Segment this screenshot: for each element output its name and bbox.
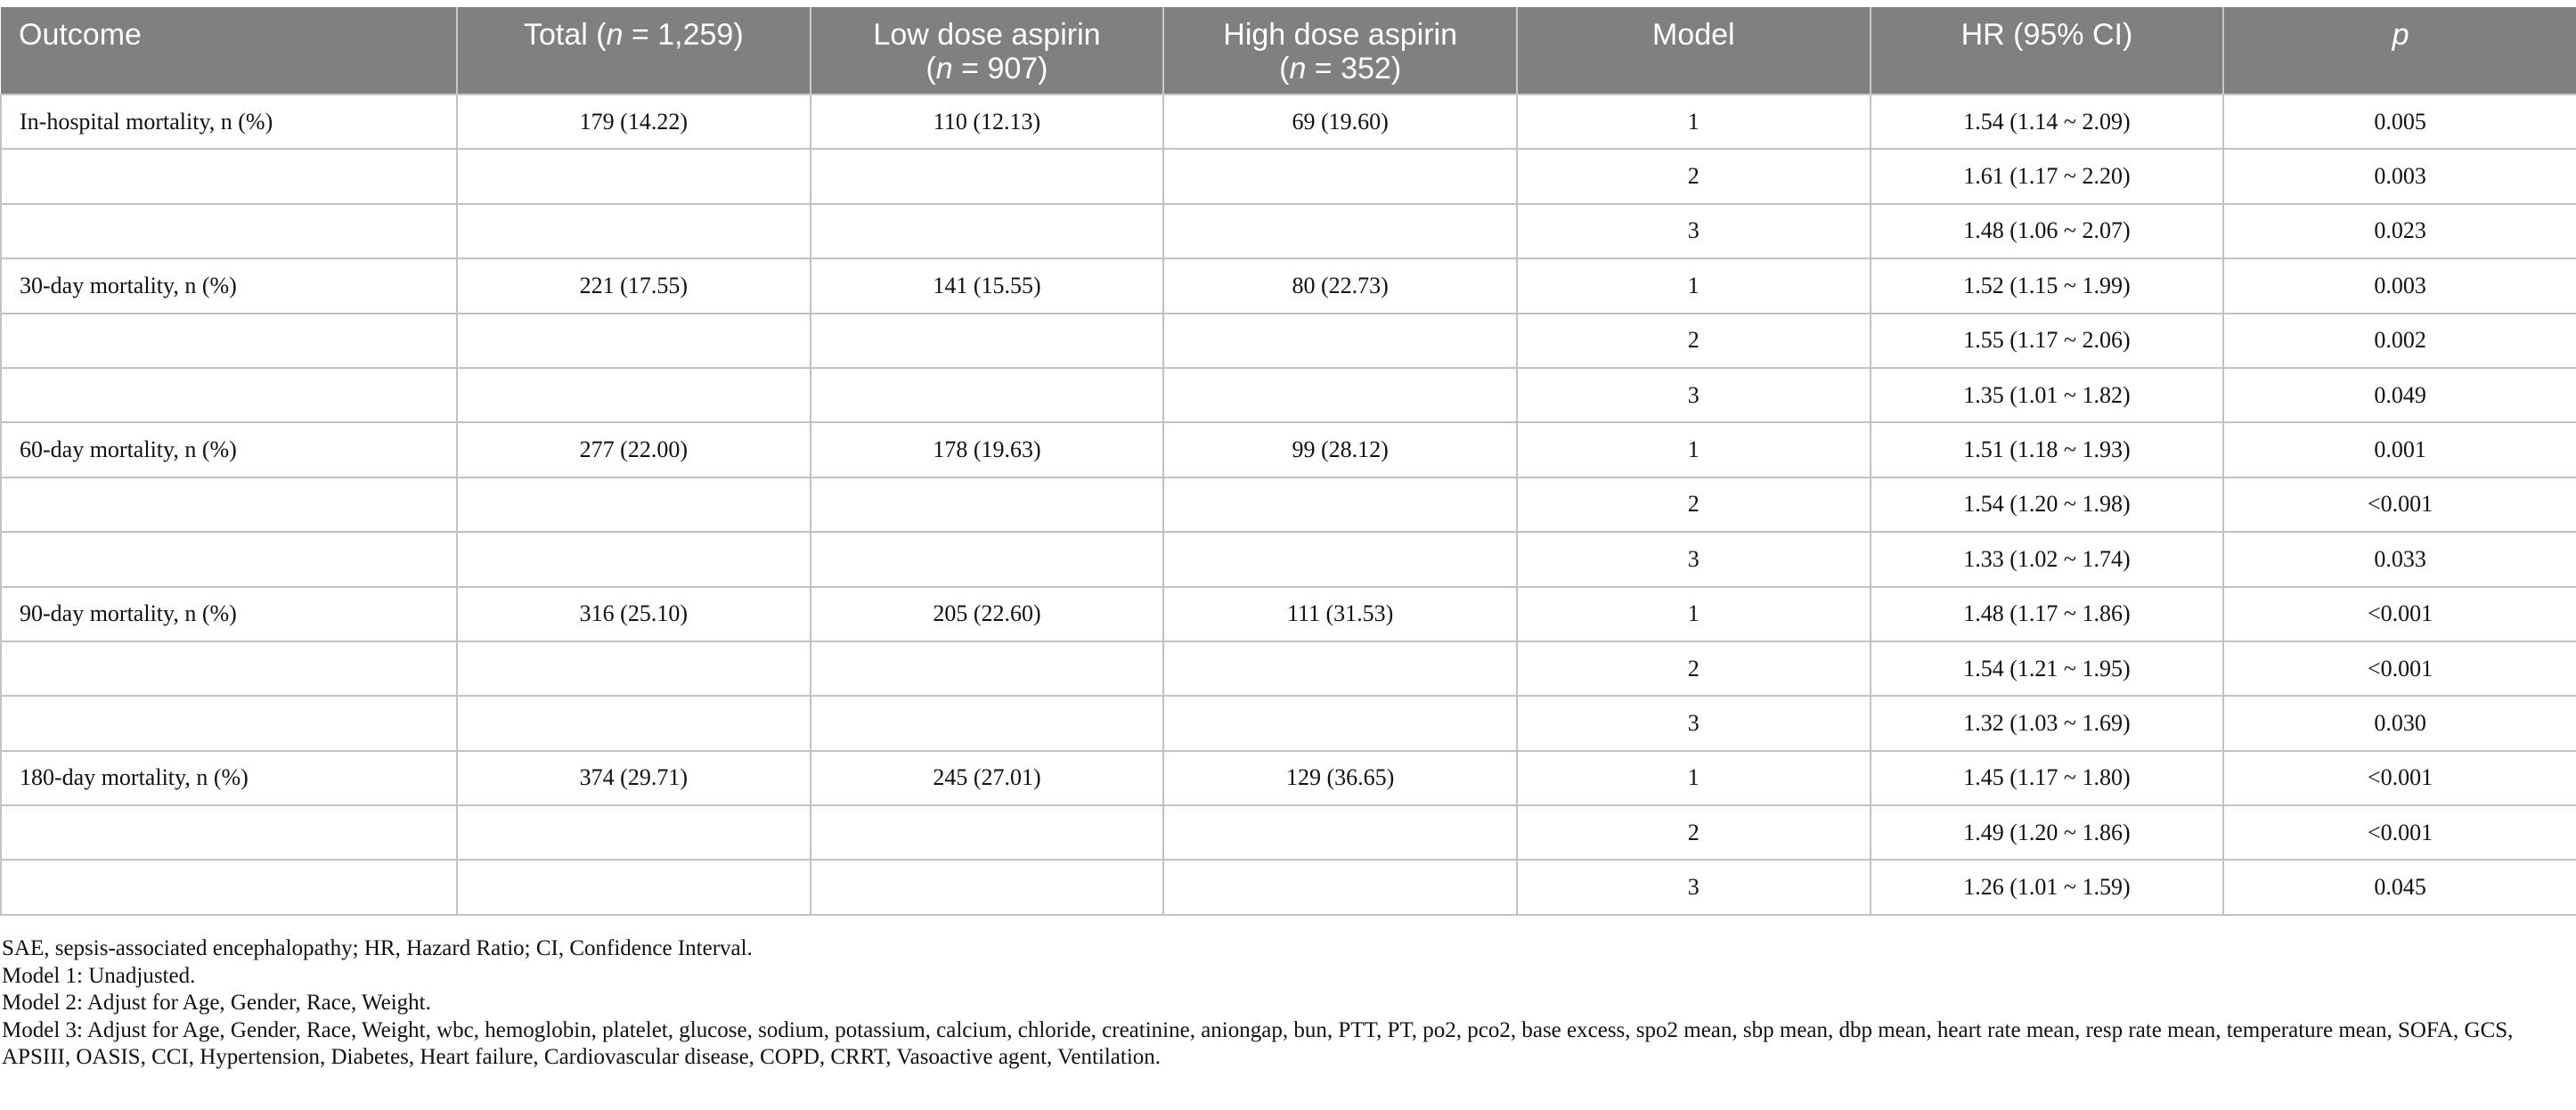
hr-cell: 1.48 (1.17 ~ 1.86) (1871, 587, 2224, 641)
total-cell: 374 (29.71) (457, 751, 811, 805)
header-model-label: Model (1651, 18, 1735, 52)
model-cell: 1 (1517, 422, 1871, 477)
hr-cell: 1.26 (1.01 ~ 1.59) (1871, 860, 2224, 914)
total-cell: 221 (17.55) (457, 258, 811, 313)
model-cell: 3 (1517, 532, 1871, 586)
table-row (1, 258, 2576, 313)
low-dose-cell: 205 (22.60) (811, 587, 1164, 641)
header-low-dose: Low dose aspirin (n = 907) (811, 7, 1164, 94)
header-total-pre: Total ( (523, 18, 607, 52)
table-row (1, 149, 2576, 203)
model-cell: 3 (1517, 204, 1871, 258)
table-container (0, 7, 2576, 916)
outcome-cell (1, 314, 457, 368)
outcome-cell (1, 477, 457, 532)
footnote-model-3: Model 3: Adjust for Age, Gender, Race, Weight, wbc, hemoglobin, platelet, glucose, sodium, potassium, calcium, chloride, creatinine, aniongap, bun, PTT, PT, po2, pco2, base excess, spo2 mean, sbp mean, dbp mean, heart rate mean, resp rate mean, temperature mean, SOFA, GCS, APSIII, OASIS, CCI, Hypertension, Diabetes, Heart failure, Cardiovascular disease, COPD, CRRT, Vasoactive agent, Ventilation. (2, 1017, 2514, 1069)
table-row (1, 587, 2576, 641)
high-dose-cell: 80 (22.73) (1163, 258, 1517, 313)
low-dose-cell (811, 696, 1164, 750)
table-row (1, 696, 2576, 750)
high-dose-cell (1163, 477, 1517, 532)
table-row (1, 204, 2576, 258)
header-total-n: n (606, 18, 624, 52)
low-dose-cell (811, 641, 1164, 696)
high-dose-cell: 111 (31.53) (1163, 587, 1517, 641)
hr-cell: 1.33 (1.02 ~ 1.74) (1871, 532, 2224, 586)
low-dose-cell (811, 805, 1164, 860)
hr-cell: 1.48 (1.06 ~ 2.07) (1871, 204, 2224, 258)
header-p-label: p (2392, 18, 2409, 52)
header-outcome-label: Outcome (19, 18, 142, 52)
header-low-dose-count: = 907) (952, 52, 1048, 86)
footnote-abbreviations: SAE, sepsis-associated encephalopathy; HR, Hazard Ratio; CI, Confidence Interval. (2, 936, 753, 960)
low-dose-cell (811, 314, 1164, 368)
header-hr-label: HR (95% CI) (1961, 18, 2133, 52)
total-cell (457, 477, 811, 532)
total-cell (457, 368, 811, 422)
table-header (1, 7, 2576, 94)
p-value-cell: <0.001 (2223, 587, 2576, 641)
total-cell (457, 204, 811, 258)
header-high-dose-count: = 352) (1306, 52, 1402, 86)
table-row (1, 751, 2576, 805)
hr-cell: 1.55 (1.17 ~ 2.06) (1871, 314, 2224, 368)
results-table (0, 7, 2576, 916)
outcome-cell (1, 641, 457, 696)
table-row (1, 422, 2576, 477)
header-model (1517, 7, 1871, 94)
model-cell: 1 (1517, 258, 1871, 313)
outcome-cell: In-hospital mortality, n (%) (1, 94, 457, 149)
outcome-cell: 180-day mortality, n (%) (1, 751, 457, 805)
table-row (1, 641, 2576, 696)
total-cell (457, 696, 811, 750)
table-row (1, 477, 2576, 532)
header-high-dose: High dose aspirin (n = 352) (1163, 7, 1517, 94)
hr-cell: 1.35 (1.01 ~ 1.82) (1871, 368, 2224, 422)
low-dose-cell: 110 (12.13) (811, 94, 1164, 149)
high-dose-cell (1163, 368, 1517, 422)
high-dose-cell (1163, 860, 1517, 914)
outcome-cell (1, 204, 457, 258)
footnote-model-2: Model 2: Adjust for Age, Gender, Race, Weight. (2, 991, 431, 1015)
low-dose-cell (811, 532, 1164, 586)
model-cell: 1 (1517, 94, 1871, 149)
p-value-cell: 0.003 (2223, 149, 2576, 203)
outcome-cell (1, 532, 457, 586)
outcome-cell (1, 149, 457, 203)
low-dose-cell: 178 (19.63) (811, 422, 1164, 477)
p-value-cell: 0.003 (2223, 258, 2576, 313)
total-cell (457, 149, 811, 203)
high-dose-cell (1163, 204, 1517, 258)
low-dose-cell (811, 368, 1164, 422)
hr-cell: 1.54 (1.14 ~ 2.09) (1871, 94, 2224, 149)
table-row (1, 314, 2576, 368)
high-dose-cell (1163, 641, 1517, 696)
outcome-cell (1, 860, 457, 914)
model-cell: 1 (1517, 751, 1871, 805)
total-cell: 179 (14.22) (457, 94, 811, 149)
outcome-cell (1, 368, 457, 422)
table-row (1, 94, 2576, 149)
total-cell (457, 532, 811, 586)
high-dose-cell (1163, 314, 1517, 368)
model-cell: 2 (1517, 149, 1871, 203)
hr-cell: 1.54 (1.20 ~ 1.98) (1871, 477, 2224, 532)
header-high-dose-n: n (1289, 52, 1307, 86)
footnote-model-1: Model 1: Unadjusted. (2, 963, 196, 988)
header-low-dose-n: n (935, 52, 953, 86)
total-cell (457, 641, 811, 696)
p-value-cell: 0.033 (2223, 532, 2576, 586)
outcome-cell: 30-day mortality, n (%) (1, 258, 457, 313)
model-cell: 3 (1517, 860, 1871, 914)
p-value-cell: <0.001 (2223, 751, 2576, 805)
p-value-cell: 0.005 (2223, 94, 2576, 149)
p-value-cell: 0.049 (2223, 368, 2576, 422)
model-cell: 2 (1517, 641, 1871, 696)
p-value-cell: <0.001 (2223, 477, 2576, 532)
p-value-cell: 0.045 (2223, 860, 2576, 914)
header-total-post: = 1,259) (623, 18, 744, 52)
table-row (1, 860, 2576, 914)
model-cell: 2 (1517, 805, 1871, 860)
hr-cell: 1.45 (1.17 ~ 1.80) (1871, 751, 2224, 805)
high-dose-cell (1163, 532, 1517, 586)
outcome-cell: 90-day mortality, n (%) (1, 587, 457, 641)
low-dose-cell (811, 204, 1164, 258)
hr-cell: 1.51 (1.18 ~ 1.93) (1871, 422, 2224, 477)
low-dose-cell: 141 (15.55) (811, 258, 1164, 313)
low-dose-cell (811, 477, 1164, 532)
total-cell (457, 314, 811, 368)
model-cell: 3 (1517, 696, 1871, 750)
hr-cell: 1.54 (1.21 ~ 1.95) (1871, 641, 2224, 696)
header-high-dose-label: High dose aspirin (1223, 18, 1457, 52)
outcome-cell (1, 805, 457, 860)
hr-cell: 1.61 (1.17 ~ 2.20) (1871, 149, 2224, 203)
high-dose-cell (1163, 805, 1517, 860)
table-row (1, 532, 2576, 586)
model-cell: 2 (1517, 477, 1871, 532)
total-cell: 316 (25.10) (457, 587, 811, 641)
header-low-dose-label: Low dose aspirin (873, 18, 1101, 52)
table-row (1, 805, 2576, 860)
high-dose-cell: 99 (28.12) (1163, 422, 1517, 477)
p-value-cell: 0.023 (2223, 204, 2576, 258)
high-dose-cell: 129 (36.65) (1163, 751, 1517, 805)
header-total (457, 7, 811, 94)
table-row (1, 368, 2576, 422)
total-cell: 277 (22.00) (457, 422, 811, 477)
high-dose-cell (1163, 696, 1517, 750)
header-hr (1871, 7, 2224, 94)
table-body (1, 94, 2576, 915)
p-value-cell: 0.002 (2223, 314, 2576, 368)
p-value-cell: <0.001 (2223, 641, 2576, 696)
high-dose-cell: 69 (19.60) (1163, 94, 1517, 149)
p-value-cell: 0.030 (2223, 696, 2576, 750)
high-dose-cell (1163, 149, 1517, 203)
model-cell: 2 (1517, 314, 1871, 368)
outcome-cell: 60-day mortality, n (%) (1, 422, 457, 477)
model-cell: 3 (1517, 368, 1871, 422)
header-outcome (1, 7, 457, 94)
p-value-cell: 0.001 (2223, 422, 2576, 477)
header-p (2223, 7, 2576, 94)
hr-cell: 1.49 (1.20 ~ 1.86) (1871, 805, 2224, 860)
low-dose-cell: 245 (27.01) (811, 751, 1164, 805)
total-cell (457, 860, 811, 914)
low-dose-cell (811, 149, 1164, 203)
hr-cell: 1.52 (1.15 ~ 1.99) (1871, 258, 2224, 313)
table-footnotes (2, 935, 2567, 1072)
total-cell (457, 805, 811, 860)
p-value-cell: <0.001 (2223, 805, 2576, 860)
model-cell: 1 (1517, 587, 1871, 641)
low-dose-cell (811, 860, 1164, 914)
outcome-cell (1, 696, 457, 750)
hr-cell: 1.32 (1.03 ~ 1.69) (1871, 696, 2224, 750)
